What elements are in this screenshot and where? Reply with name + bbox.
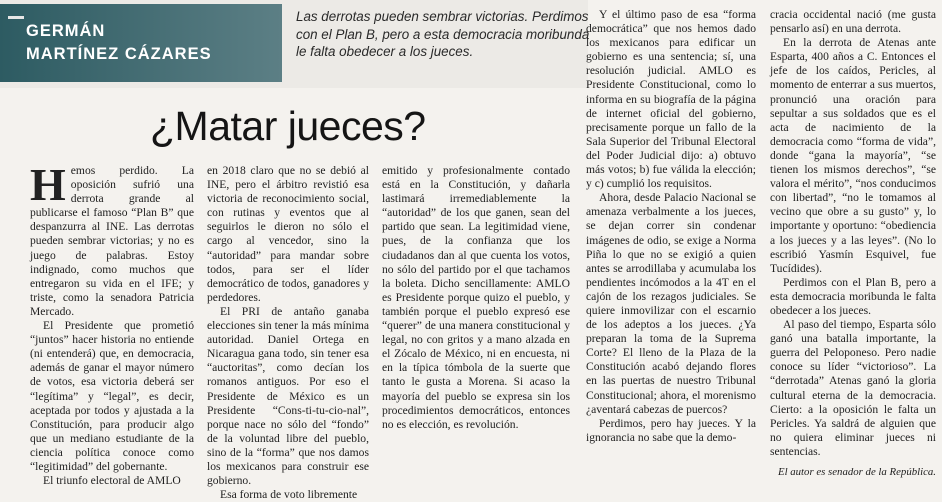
author-name (26, 20, 212, 66)
column-2 (207, 164, 369, 502)
column-3 (382, 164, 570, 432)
paragraph: Ahora, desde Palacio Nacional se amenaza verbalmente a los jueces, se dejan correr sin condenar imágenes de odio, se exige a Norma Piña lo que no se exigió a quien antes se arrodillaba y acumulaba los pendientes incómodos a la 4T en el cajón de los rezagos judiciales. Se quiere inmovilizar con el escarnio de los adeptos a los jueces. ¿Ya preparan la toma de la Suprema Corte? El lleno de la Plaza de la Constitución acabó dejando flores en las puertas de nuestro Tribunal Constitucional; ahora, el morenismo ¿aventará cabezas de puercos? (586, 191, 756, 416)
paragraph: Y el último paso de esa “forma democrática” que nos hemos dado los mexicanos para edificar un gobierno es una sentencia; sí, una resolución judicial. AMLO es Presidente Constitucional, como lo informa en su biografía de la página de internet oficial del gobierno, precisamente porque un fallo de la Sala Superior del Tribunal Electoral del Poder Judicial dijo: a) obtuvo más votos; b) fue válida la elección; y c) cumplió los requisitos. (586, 8, 756, 191)
paragraph: El triunfo electoral de AMLO (43, 474, 181, 488)
paragraph: Al paso del tiempo, Esparta sólo ganó una batalla importante, la guerra del Peloponeso. Pero nadie conoce su líder “victorioso”. La “derrotada” Atenas ganó la gloria cultural eterna de la democracia. Cierto: a la oposición le falta un Pericles. Ya saldrá de alguien que no quiera eliminar jueces ni sentencias. (770, 318, 936, 458)
author-last-name: MARTÍNEZ CÁZARES (26, 45, 212, 63)
pull-quote: Las derrotas pueden sembrar victorias. Perdimos con el Plan B, pero a esta democracia moribunda le falta obedecer a los jueces. (296, 9, 590, 59)
author-footnote: El autor es senador de la República. (777, 466, 936, 478)
paragraph (30, 159, 194, 319)
paragraph: cracia occidental nació (me gusta pensarlo así) en una derrota. (770, 8, 936, 36)
paragraph: Esa forma de voto libremente (220, 488, 358, 502)
drop-cap: H (30, 159, 66, 210)
paragraph: emitido y profesionalmente contado está en la Constitución, y dañarla lastimará irremediablemente la “autoridad” de los que ganen, sean del partido que sean. La legitimidad viene, pues, de la confianza que los ciudadanos dan al que cuenta los votos, no sólo del partido por el que tachamos la boleta. Dicho sencillamente: AMLO es Presidente porque quizo el pueblo, y también porque el pueblo expresó ese “querer” de una manera constitucional y legal, no con gritos y a mano alzada en el Zócalo de México, ni en encuesta, ni en la típica tómbola de la suerte que tanto le gusta a Morena. Si acaso la mayoría del pueblo se expresa sin los procedimientos democráticos, entonces no es elección, es revolución. (382, 164, 570, 431)
paragraph: El PRI de antaño ganaba elecciones sin tener la más mínima autoridad. Daniel Ortega en Nicaragua gana todo, sin tener esa “auctoritas”, como decían los romanos antiguos. Por eso el Presidente de México es un Presidente “Cons-ti-tu-cio-nal”, porque nace no sólo del “fondo” de la voluntad libre del pueblo, sino de la “forma” que nos damos los mexicanos para construir ese gobierno. (207, 304, 369, 488)
header-band (0, 0, 588, 88)
paragraph: El Presidente que prometió “juntos” hacer historia no entiende (ni entenderá) que, en democracia, además de ganar el mayor número de votos, esa victoria deberá ser “legítima” y “legal”, es decir, aceptada por todos y ajustada a la Constitución, para producir algo que un mediano estudiante de la ciencia política conoce como “legitimidad” del gobernante. (30, 319, 194, 473)
column-4 (586, 8, 756, 445)
author-first-name: GERMÁN (26, 22, 106, 40)
column-5 (770, 8, 936, 479)
author-accent-bar (8, 16, 24, 19)
paragraph: Perdimos con el Plan B, pero a esta democracia moribunda le falta obedecer a los jueces. (770, 275, 936, 317)
author-box (0, 4, 282, 82)
paragraph: Perdimos, pero hay jueces. Y la ignorancia no sabe que la demo- (586, 416, 756, 444)
paragraph-text: emos perdido. La oposición sufrió una derrota grande al publicarse el famoso “Plan B” que despanzurra al INE. Las derrotas pueden sembrar victorias; y no es juego de palabras. Estoy indignado, como muchos que entregaron su vida en el IFE; y triste, como la senadora Patricia Mercado. (30, 164, 194, 318)
column-1 (30, 159, 194, 488)
paragraph: en 2018 claro que no se debió al INE, pero el árbitro revistió esa victoria de reconocimiento social, con rutinas y eventos que al seguirlos le dieron no sólo el cargo al vencedor, sino la “autoridad” para mandar sobre todos, para ser el líder democrático de todos, ganadores y perdedores. (207, 164, 369, 304)
paragraph: En la derrota de Atenas ante Esparta, 400 años a C. Entonces el jefe de los caídos, Pericles, al momento de enterrar a sus muertos, pronunció una oración para sepultar a sus soldados que es el acta de nacimiento de la democracia como “forma de vida”, donde “gana la mayoría”, “se tienen los mismos derechos”, “se valora el mérito”, “nos conducimos con libertad”, “no le tomamos al vecino que obre a su gusto” y, lo importante y oportuno: “obediencia a los jueces y a las leyes”. (No lo escribió Yasmín Esquivel, fue Tucídides). (770, 36, 936, 275)
article-title: ¿Matar jueces? (150, 103, 426, 149)
